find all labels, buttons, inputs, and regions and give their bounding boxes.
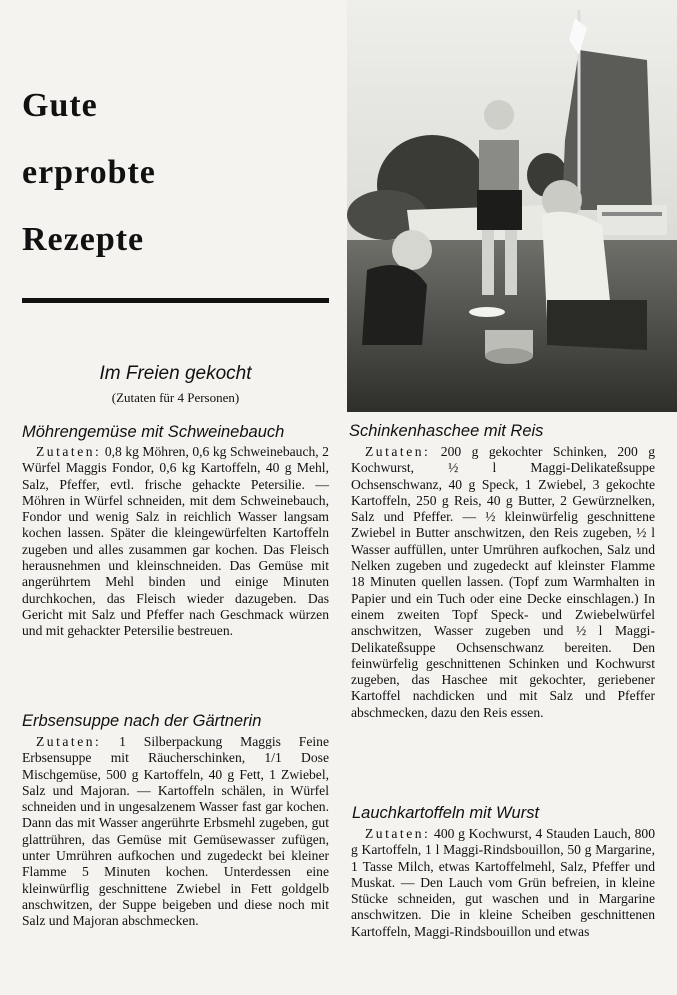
- recipe-body: 1 Silberpackung Maggis Feine Erbsensuppe mit Räucherschinken, 1/1 Dose Mischgemüse, 500 g Kartoffeln, 40 g Fett, 1 Zwiebel, Salz und Majoran. — Kartoffeln schälen, in Würfel schneiden und in ungesalzenem Wasser fast gar kochen. Dann das mit Wasser angerührte Erbsmehl zugeben, gut glattrühren, das Gemüse mit Gemüsewasser zufügen, unter Umrühren aufkochen und zugedeckt bei kleiner Flamme 5 Minuten kochen. Unterdessen eine kleinwürflig geschnittene Zwiebel in Fett goldgelb anschwitzen, der Suppe beigeben und diese noch mit Salz und Majoran abschmecken.: [22, 734, 330, 929]
- recipe-label: Zutaten:: [365, 826, 431, 841]
- recipe-text-moehrengemuese: [22, 444, 329, 640]
- recipe-title-lauchkartoffeln: Lauchkartoffeln mit Wurst: [352, 804, 540, 822]
- recipe-text-schinkenhaschee: [351, 444, 655, 721]
- recipe-title-schinkenhaschee: Schinkenhaschee mit Reis: [349, 422, 544, 440]
- title-line-1: Gute: [22, 87, 98, 124]
- recipe-body: 0,8 kg Möhren, 0,6 kg Schweinebauch, 2 Würfel Maggis Fondor, 0,6 kg Kartoffeln, 40 g Mehl, Salz, Pfeffer, evtl. frische gehackte Petersilie. — Möhren in Würfel schneiden, mit dem Schweinebauch, Fondor und wenig Salz in reichlich Wasser langsam kochen lassen. Später die kleingewürfelten Kartoffeln zugeben und alles zusammen gar kochen. Das Fleisch herausnehmen und kleinschneiden. Das Gemüse mit angerührtem Mehl binden und einige Minuten durchkochen, das Fleisch wieder dazugeben. Das Gericht mit Salz und Pfeffer nach Geschmack würzen und mit gehackter Petersilie bestreuen.: [22, 444, 329, 639]
- recipe-title-moehrengemuese: Möhrengemüse mit Schweinebauch: [22, 423, 285, 441]
- title-line-3: Rezepte: [22, 221, 145, 258]
- recipe-text-lauchkartoffeln: [351, 826, 655, 940]
- recipe-body: 200 g gekochter Schinken, 200 g Kochwurst, ½ l Maggi-Delikateßsuppe Ochsenschwanz, 40 g Speck, 1 Zwiebel, 3 gekochte Kartoffeln, 250 g Reis, 40 g Butter, 2 Gewürznelken, Salz und Pfeffer. — ½ kleinwürfelig geschnittene Zwiebel in Butter anschwitzen, den Reis zugeben, ½ l Wasser auffüllen, unter Umrühren aufkochen, Salz und Nelken zugeben und zugedeckt auf kleinster Flamme 18 Minuten quellen lassen. (Topf zum Warmhalten in Papier und ein Tuch oder eine Decke einschlagen.) In einem zweiten Topf Speck- und Zwiebelwürfel anschwitzen, Wasser zugeben und ½ l Maggi-Delikateßsuppe Ochsenschwanz bereiten. Den feinwürfelig geschnittenen Schinken und Kochwurst zugeben, das Haschee mit gekochter, geriebener Kartoffel nachdicken und mit Salz und Pfeffer abschmecken, dazu den Reis essen.: [351, 444, 656, 720]
- recipe-text-erbsensuppe: [22, 734, 329, 930]
- recipe-label: Zutaten:: [36, 444, 102, 459]
- page-title: [22, 72, 156, 273]
- section-title: Im Freien gekocht: [99, 363, 252, 384]
- recipe-label: Zutaten:: [36, 734, 102, 749]
- recipe-title-erbsensuppe: Erbsensuppe nach der Gärtnerin: [22, 712, 262, 730]
- title-line-2: erprobte: [22, 154, 156, 191]
- recipe-label: Zutaten:: [365, 444, 431, 459]
- camping-photo-image: [347, 0, 677, 412]
- section-subtitle: (Zutaten für 4 Personen): [111, 390, 240, 405]
- camping-photo: [347, 0, 677, 412]
- title-divider: [22, 298, 329, 303]
- recipe-body: 400 g Kochwurst, 4 Stauden Lauch, 800 g Kartoffeln, 1 l Maggi-Rindsbouillon, 50 g Margarine, 1 Tasse Milch, etwas Kartoffelmehl, Salz, Pfeffer und Muskat. — Den Lauch vom Grün befreien, in kleine Stücke schneiden, gut waschen und in Margarine anschwitzen. Die in kleine Scheiben geschnittenen Kartoffeln, Maggi-Rindsbouillon und etwas: [351, 826, 655, 939]
